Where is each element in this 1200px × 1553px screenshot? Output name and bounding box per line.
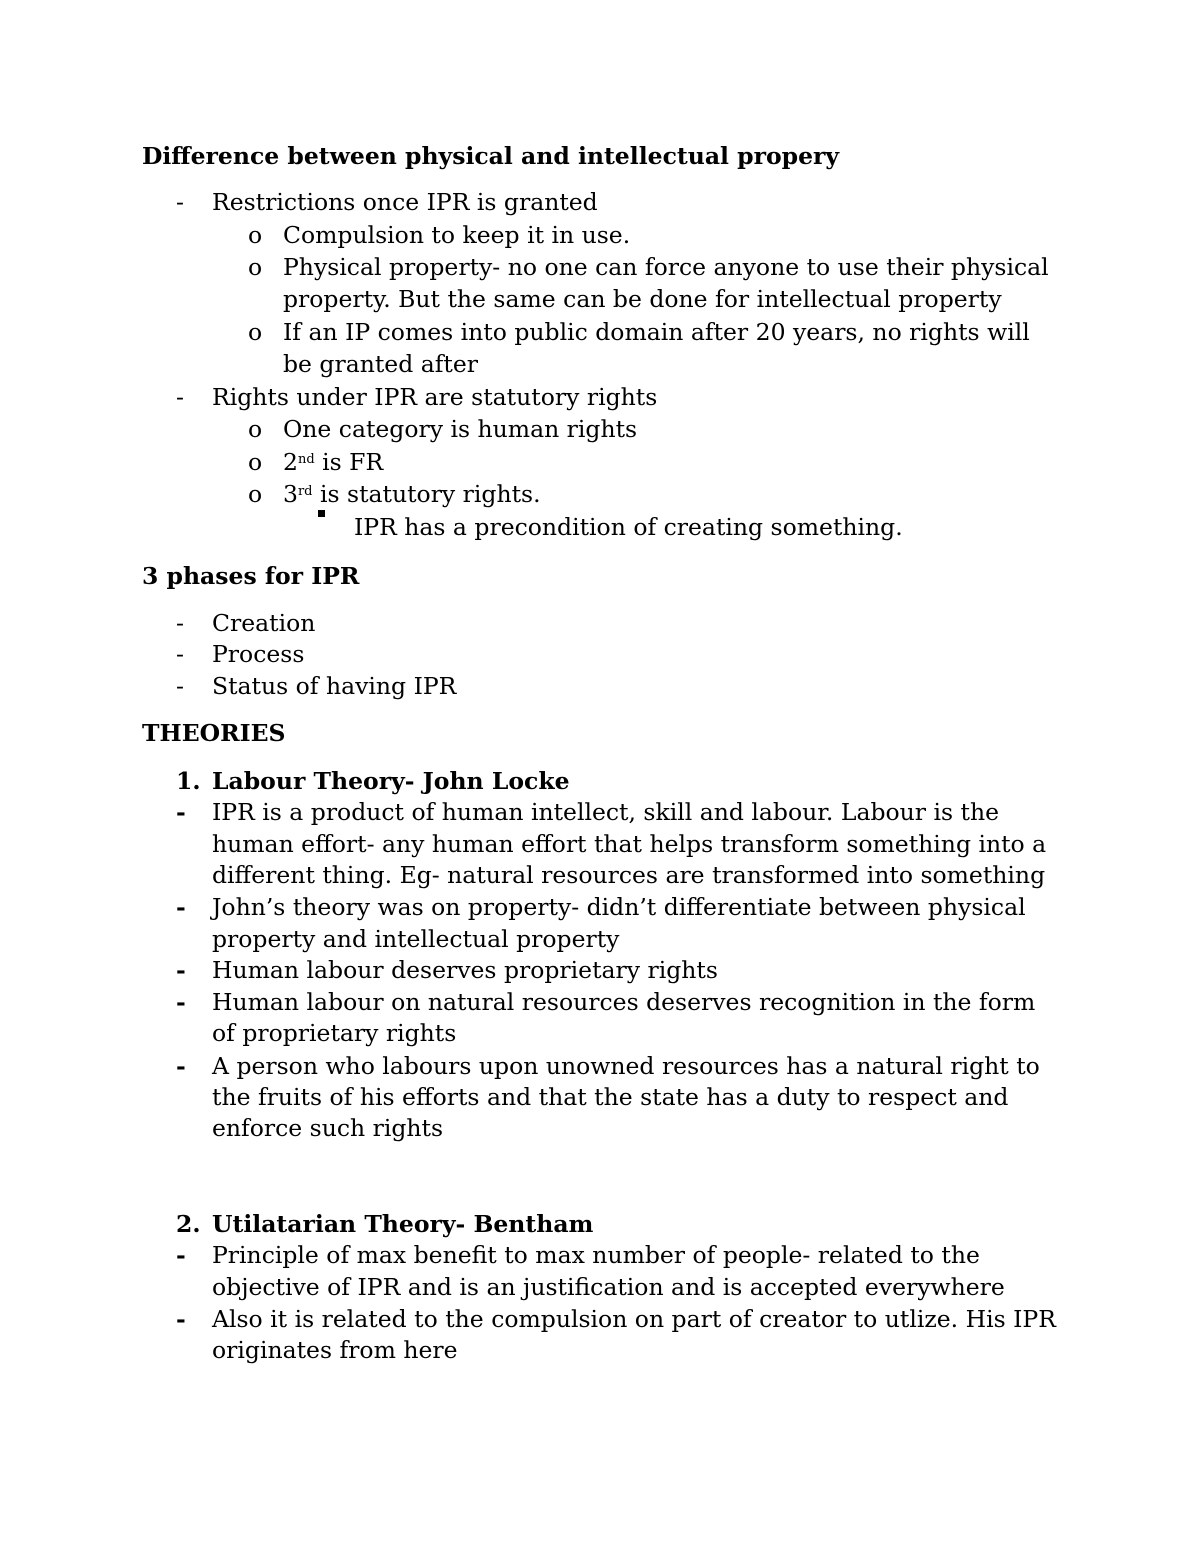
list-item-continuation: objective of IPR and is an justification and is accepted everywhere: [212, 1273, 1005, 1301]
list-item: IPR is a product of human intellect, skill and labour. Labour is the: [212, 798, 1000, 826]
dash-bullet: -: [176, 798, 186, 826]
list-item: Human labour deserves proprietary rights: [212, 956, 718, 984]
list-item: Status of having IPR: [212, 672, 457, 700]
sub-list-item: Physical property- no one can force anyone to use their physical: [283, 253, 1049, 281]
list-item-continuation: the fruits of his efforts and that the state has a duty to respect and: [212, 1083, 1009, 1111]
sub-list-item-continuation: be granted after: [283, 350, 478, 378]
sub-list-item: 2nd is FR: [283, 448, 384, 476]
circle-bullet: o: [248, 253, 263, 281]
list-item: Process: [212, 640, 305, 668]
dash-bullet: -: [176, 640, 184, 668]
sub-sub-list-item: IPR has a precondition of creating something.: [354, 513, 903, 541]
list-item-continuation: originates from here: [212, 1336, 458, 1364]
square-bullet-icon: [318, 510, 325, 517]
dash-bullet: -: [176, 1052, 186, 1080]
list-item: Human labour on natural resources deserves recognition in the form: [212, 988, 1036, 1016]
sub-list-item: If an IP comes into public domain after 20 years, no rights will: [283, 318, 1030, 346]
dash-bullet: -: [176, 188, 184, 216]
circle-bullet: o: [248, 318, 263, 346]
circle-bullet: o: [248, 448, 263, 476]
sub-list-item: Compulsion to keep it in use.: [283, 221, 631, 249]
dash-bullet: -: [176, 988, 186, 1016]
list-item-continuation: enforce such rights: [212, 1114, 444, 1142]
numbered-marker: 1.: [176, 767, 201, 795]
circle-bullet: o: [248, 415, 263, 443]
dash-bullet: -: [176, 1241, 186, 1269]
dash-bullet: -: [176, 672, 184, 700]
list-item-continuation: of proprietary rights: [212, 1019, 457, 1047]
list-item: Also it is related to the compulsion on part of creator to utlize. His IPR: [212, 1305, 1056, 1333]
sub-list-item-continuation: property. But the same can be done for intellectual property: [283, 285, 1002, 313]
sub-list-item: One category is human rights: [283, 415, 638, 443]
section-heading: Difference between physical and intellectual propery: [142, 142, 840, 170]
list-item-continuation: human effort- any human effort that helps transform something into a: [212, 830, 1047, 858]
section-heading: 3 phases for IPR: [142, 562, 360, 590]
dash-bullet: -: [176, 609, 184, 637]
dash-bullet: -: [176, 956, 186, 984]
list-item: A person who labours upon unowned resources has a natural right to: [212, 1052, 1040, 1080]
list-item: Principle of max benefit to max number of people- related to the: [212, 1241, 980, 1269]
sub-list-item: 3rd is statutory rights.: [283, 480, 541, 508]
list-item-continuation: property and intellectual property: [212, 925, 620, 953]
numbered-marker: 2.: [176, 1210, 201, 1238]
circle-bullet: o: [248, 221, 263, 249]
circle-bullet: o: [248, 480, 263, 508]
list-item: John’s theory was on property- didn’t differentiate between physical: [212, 893, 1026, 921]
list-item-continuation: different thing. Eg- natural resources are transformed into something: [212, 861, 1046, 889]
list-item: Creation: [212, 609, 316, 637]
list-item: Rights under IPR are statutory rights: [212, 383, 658, 411]
dash-bullet: -: [176, 893, 186, 921]
dash-bullet: -: [176, 383, 184, 411]
section-heading: THEORIES: [142, 719, 286, 747]
dash-bullet: -: [176, 1305, 186, 1333]
list-item: Restrictions once IPR is granted: [212, 188, 598, 216]
theory-title: Utilatarian Theory- Bentham: [212, 1210, 594, 1238]
theory-title: Labour Theory- John Locke: [212, 767, 570, 795]
